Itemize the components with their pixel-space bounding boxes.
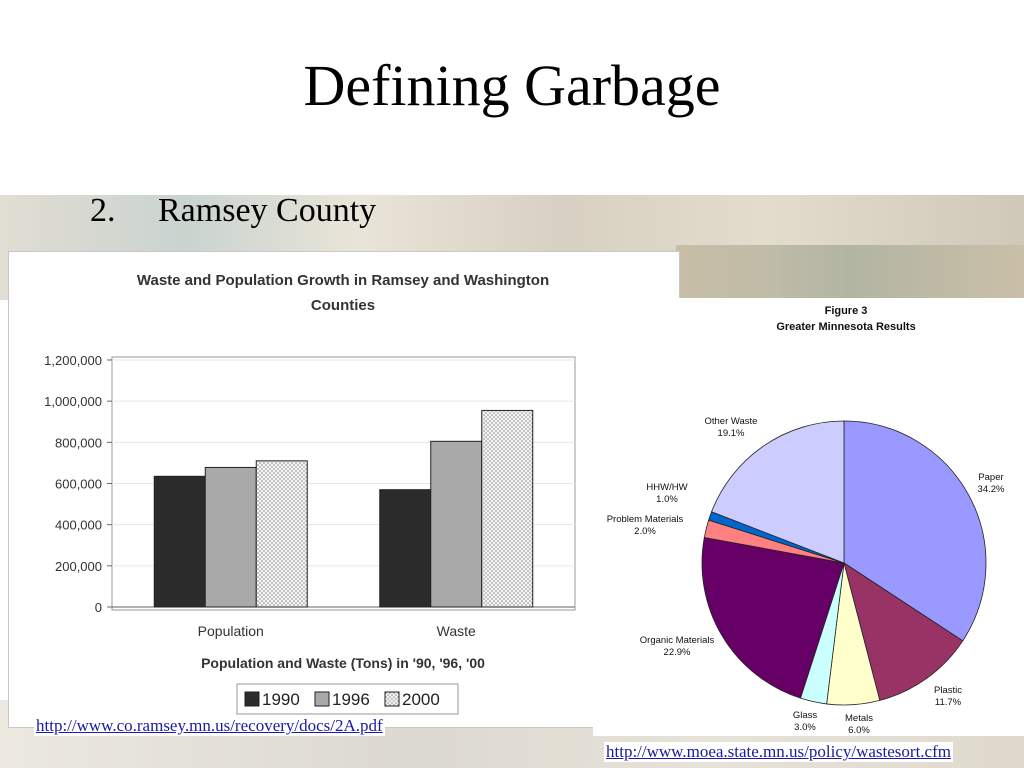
legend-swatch-1996 bbox=[315, 692, 329, 706]
pie-label-problem-materials bbox=[607, 514, 684, 537]
pie-chart bbox=[593, 298, 1024, 736]
pie-label-name: Metals bbox=[845, 713, 873, 724]
pie-label-percent: 6.0% bbox=[848, 725, 870, 736]
bar-waste-1990 bbox=[380, 490, 431, 607]
source-link-moea[interactable]: http://www.moea.state.mn.us/policy/wastesort.cfm bbox=[606, 742, 951, 761]
pie-label-percent: 19.1% bbox=[717, 428, 745, 439]
pie-label-paper bbox=[978, 472, 1005, 495]
pie-label-name: Glass bbox=[792, 710, 818, 721]
legend-label-1996: 1996 bbox=[332, 690, 370, 709]
bar-waste-2000 bbox=[482, 410, 533, 607]
legend-label-2000: 2000 bbox=[402, 690, 440, 709]
legend-label-1990: 1990 bbox=[262, 690, 300, 709]
pie-figure-label: Figure 3 bbox=[824, 305, 868, 317]
pie-label-name: HHW/HW bbox=[646, 482, 688, 493]
pie-label-percent: 3.0% bbox=[794, 722, 816, 733]
y-tick-label: 200,000 bbox=[55, 558, 102, 574]
pie-label-percent: 22.9% bbox=[663, 647, 691, 658]
pie-label-plastic bbox=[934, 685, 962, 708]
bar-population-1996 bbox=[205, 467, 256, 607]
x-tick-label: Waste bbox=[436, 623, 476, 639]
slide-title: Defining Garbage bbox=[303, 53, 721, 118]
pie-label-metals bbox=[845, 713, 873, 736]
pie-chart-title: Greater Minnesota Results bbox=[776, 321, 916, 333]
background-trash-band-right bbox=[676, 245, 1024, 305]
pie-label-name: Organic Materials bbox=[639, 635, 715, 646]
y-tick-label: 800,000 bbox=[55, 435, 102, 451]
pie-label-organic-materials bbox=[640, 635, 715, 658]
pie-label-percent: 1.0% bbox=[656, 494, 678, 505]
pie-label-name: Problem Materials bbox=[606, 514, 684, 525]
source-link-ramsey[interactable]: http://www.co.ramsey.mn.us/recovery/docs/2A.pdf bbox=[36, 716, 383, 735]
bar-chart-title-line-2: Counties bbox=[310, 297, 376, 314]
pie-label-percent: 34.2% bbox=[977, 484, 1005, 495]
legend-swatch-1990 bbox=[245, 692, 259, 706]
y-tick-label: 1,200,000 bbox=[44, 353, 102, 368]
pie-chart-panel bbox=[593, 298, 1024, 736]
bar-population-2000 bbox=[256, 461, 307, 607]
x-tick-label: Population bbox=[197, 623, 264, 639]
y-tick-label: 600,000 bbox=[55, 476, 102, 492]
bar-chart bbox=[9, 252, 679, 727]
list-item bbox=[90, 192, 376, 230]
pie-label-percent: 11.7% bbox=[934, 697, 962, 708]
bar-chart-panel bbox=[8, 251, 680, 728]
bar-waste-1996 bbox=[431, 441, 482, 607]
pie-label-name: Plastic bbox=[934, 685, 962, 696]
y-tick-label: 1,000,000 bbox=[44, 394, 102, 410]
bar-chart-title-line-1: Waste and Population Growth in Ramsey and Washington bbox=[136, 272, 550, 289]
pie-label-name: Other Waste bbox=[704, 416, 758, 427]
pie-label-name: Paper bbox=[978, 472, 1004, 483]
list-item-text: Ramsey County bbox=[158, 192, 377, 229]
pie-label-other-waste bbox=[705, 416, 758, 439]
pie-label-hhw-hw bbox=[646, 482, 687, 505]
y-tick-label: 400,000 bbox=[55, 517, 102, 533]
x-axis-label: Population and Waste (Tons) in '90, '96, '00 bbox=[201, 655, 485, 671]
bar-population-1990 bbox=[154, 476, 205, 607]
y-tick-label: 0 bbox=[94, 600, 102, 615]
pie-label-percent: 2.0% bbox=[634, 526, 656, 537]
list-item-number: 2. bbox=[90, 192, 116, 229]
pie-label-glass bbox=[793, 710, 818, 733]
legend-swatch-2000 bbox=[385, 692, 399, 706]
